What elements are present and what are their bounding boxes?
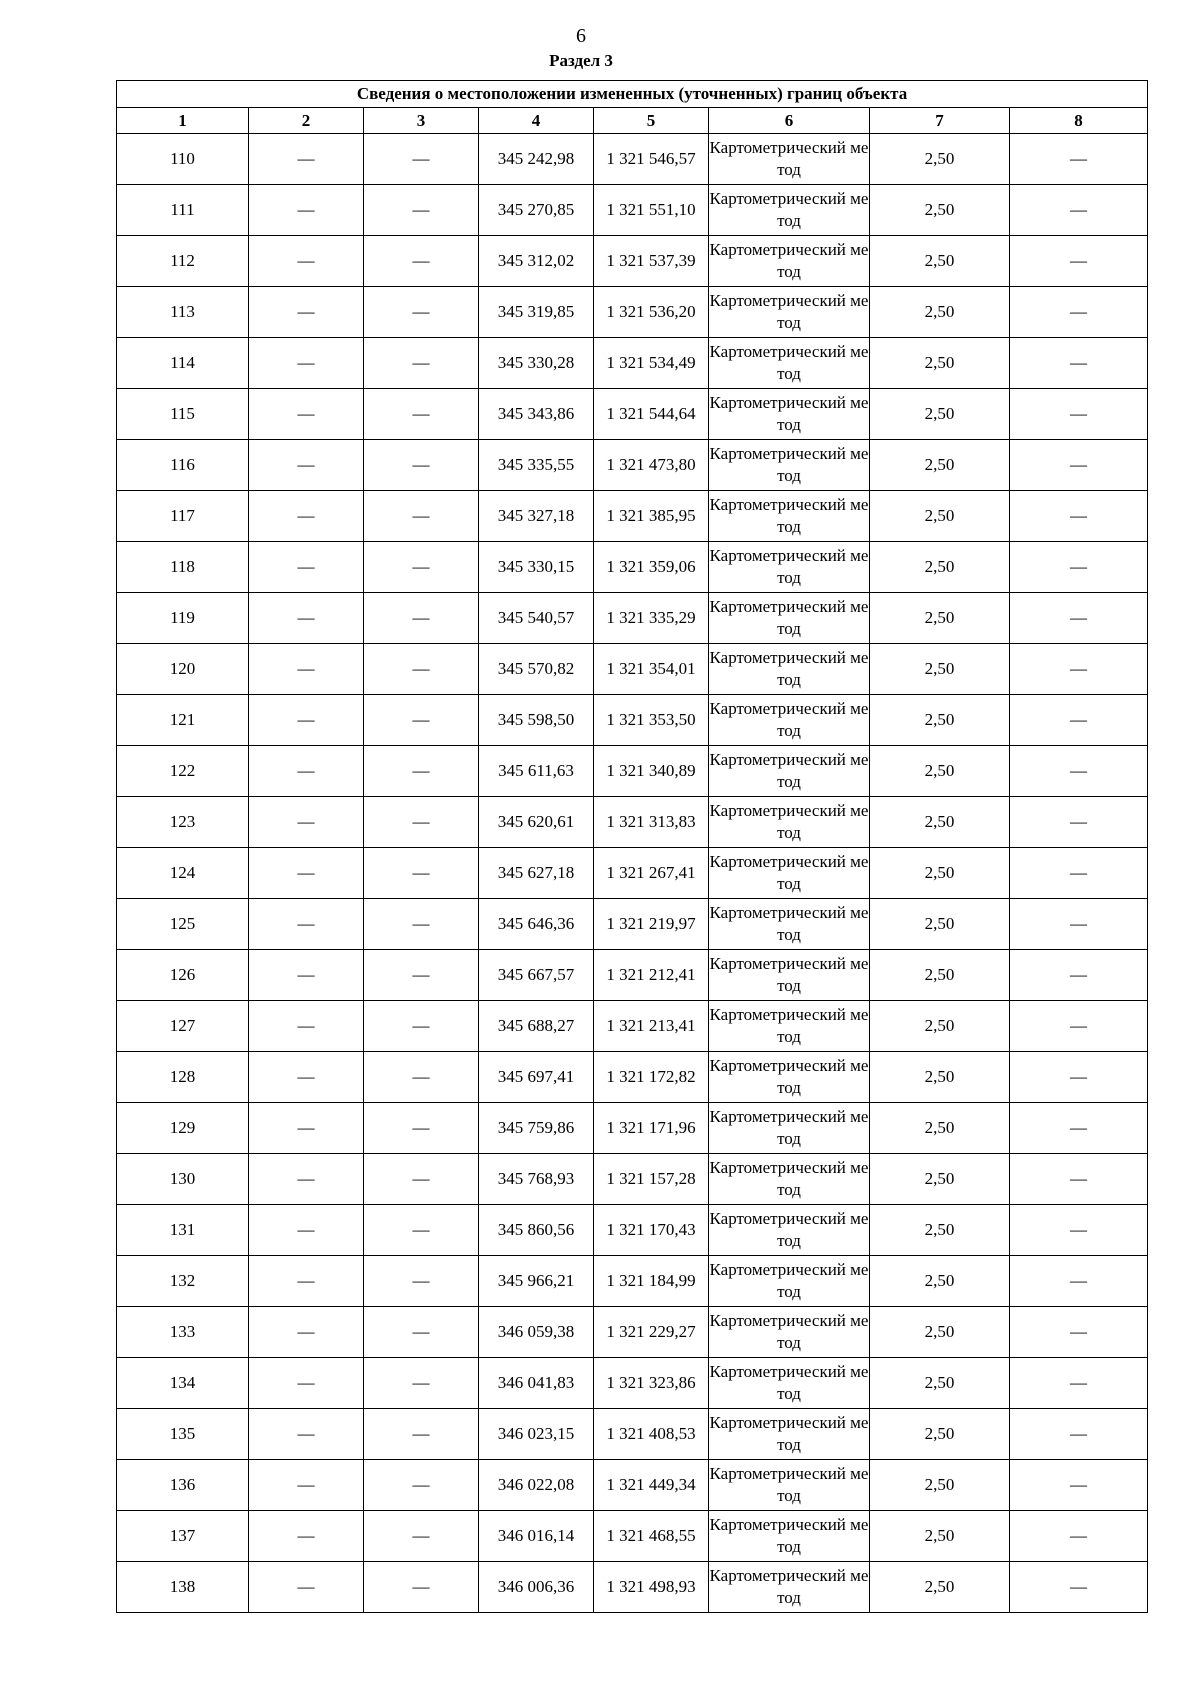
table-cell-col-1: 133 [117,1307,249,1358]
section-title: Раздел 3 [549,51,613,70]
table-body [117,134,1148,1613]
table-cell-col-2: — [249,899,364,950]
table-cell-col-8: — [1010,287,1148,338]
table-cell-col-2: — [249,1154,364,1205]
table-cell-col-6: Картометрический метод [709,1511,870,1562]
table-cell-col-1: 129 [117,1103,249,1154]
table-cell-col-1: 112 [117,236,249,287]
table-row [117,1256,1148,1307]
table-cell-col-2: — [249,1409,364,1460]
table-cell-col-3: — [364,236,479,287]
table-row [117,593,1148,644]
table-cell-col-7: 2,50 [870,1409,1010,1460]
column-number-1: 1 [117,108,249,134]
table-row [117,1103,1148,1154]
table-cell-col-2: — [249,338,364,389]
table-row [117,848,1148,899]
table-cell-col-5: 1 321 172,82 [594,1052,709,1103]
table-row [117,1460,1148,1511]
table-cell-col-6: Картометрический метод [709,746,870,797]
table-cell-col-3: — [364,848,479,899]
table-cell-col-5: 1 321 219,97 [594,899,709,950]
table-cell-col-1: 113 [117,287,249,338]
table-cell-col-1: 121 [117,695,249,746]
table-cell-col-1: 123 [117,797,249,848]
column-number-6: 6 [709,108,870,134]
table-cell-col-4: 345 330,15 [479,542,594,593]
column-number-5: 5 [594,108,709,134]
column-number-3: 3 [364,108,479,134]
table-row [117,236,1148,287]
table-cell-col-1: 138 [117,1562,249,1613]
table-cell-col-1: 118 [117,542,249,593]
table-cell-col-8: — [1010,440,1148,491]
table-cell-col-3: — [364,1154,479,1205]
table-cell-col-1: 128 [117,1052,249,1103]
table-cell-col-5: 1 321 449,34 [594,1460,709,1511]
table-row [117,491,1148,542]
column-number-4: 4 [479,108,594,134]
table-cell-col-6: Картометрический метод [709,848,870,899]
table-cell-col-3: — [364,797,479,848]
table-cell-col-2: — [249,848,364,899]
table-row [117,899,1148,950]
table-row [117,1409,1148,1460]
table-cell-col-3: — [364,185,479,236]
table-cell-col-3: — [364,1409,479,1460]
table-cell-col-6: Картометрический метод [709,899,870,950]
table-cell-col-7: 2,50 [870,1460,1010,1511]
table-cell-col-5: 1 321 229,27 [594,1307,709,1358]
table-cell-col-8: — [1010,134,1148,185]
table-cell-col-6: Картометрический метод [709,695,870,746]
table-row [117,746,1148,797]
table-cell-col-8: — [1010,1256,1148,1307]
table-cell-col-5: 1 321 544,64 [594,389,709,440]
table-cell-col-7: 2,50 [870,542,1010,593]
table-cell-col-7: 2,50 [870,1154,1010,1205]
table-row [117,338,1148,389]
table-cell-col-4: 345 330,28 [479,338,594,389]
table-cell-col-4: 345 667,57 [479,950,594,1001]
table-cell-col-5: 1 321 359,06 [594,542,709,593]
table-cell-col-6: Картометрический метод [709,1409,870,1460]
table-cell-col-4: 345 611,63 [479,746,594,797]
table-cell-col-6: Картометрический метод [709,1052,870,1103]
table-cell-col-3: — [364,746,479,797]
table-cell-col-4: 345 540,57 [479,593,594,644]
table-cell-col-1: 132 [117,1256,249,1307]
table-row [117,1358,1148,1409]
table-row [117,185,1148,236]
table-cell-col-7: 2,50 [870,1256,1010,1307]
table-cell-col-4: 346 023,15 [479,1409,594,1460]
table-cell-col-5: 1 321 473,80 [594,440,709,491]
table-cell-col-7: 2,50 [870,746,1010,797]
table-cell-col-3: — [364,389,479,440]
table-cell-col-7: 2,50 [870,1103,1010,1154]
table-row [117,644,1148,695]
table-cell-col-7: 2,50 [870,899,1010,950]
table-cell-col-2: — [249,1358,364,1409]
table-title: Сведения о местоположении измененных (уточненных) границ объекта [117,81,1148,108]
table-cell-col-2: — [249,593,364,644]
table-cell-col-4: 345 759,86 [479,1103,594,1154]
table-cell-col-6: Картометрический метод [709,134,870,185]
table-cell-col-3: — [364,1103,479,1154]
table-row [117,797,1148,848]
table-cell-col-5: 1 321 546,57 [594,134,709,185]
table-cell-col-5: 1 321 170,43 [594,1205,709,1256]
table-row [117,1307,1148,1358]
column-number-2: 2 [249,108,364,134]
table-cell-col-3: — [364,1358,479,1409]
table-cell-col-1: 135 [117,1409,249,1460]
table-cell-col-4: 345 646,36 [479,899,594,950]
table-cell-col-1: 131 [117,1205,249,1256]
table-cell-col-8: — [1010,491,1148,542]
table-cell-col-7: 2,50 [870,950,1010,1001]
table-cell-col-5: 1 321 323,86 [594,1358,709,1409]
table-cell-col-6: Картометрический метод [709,1103,870,1154]
table-cell-col-3: — [364,440,479,491]
table-cell-col-2: — [249,695,364,746]
table-cell-col-7: 2,50 [870,644,1010,695]
table-cell-col-2: — [249,1256,364,1307]
table-cell-col-3: — [364,1205,479,1256]
table-cell-col-6: Картометрический метод [709,1205,870,1256]
table-cell-col-8: — [1010,236,1148,287]
table-cell-col-5: 1 321 537,39 [594,236,709,287]
table-cell-col-2: — [249,1052,364,1103]
table-cell-col-6: Картометрический метод [709,491,870,542]
table-cell-col-4: 345 620,61 [479,797,594,848]
table-cell-col-2: — [249,440,364,491]
table-cell-col-3: — [364,134,479,185]
table-cell-col-4: 346 006,36 [479,1562,594,1613]
table-cell-col-6: Картометрический метод [709,338,870,389]
table-cell-col-8: — [1010,1103,1148,1154]
table-cell-col-8: — [1010,797,1148,848]
table-cell-col-2: — [249,797,364,848]
table-cell-col-1: 127 [117,1001,249,1052]
table-cell-col-4: 345 768,93 [479,1154,594,1205]
table-cell-col-5: 1 321 408,53 [594,1409,709,1460]
table-cell-col-5: 1 321 385,95 [594,491,709,542]
table-row [117,287,1148,338]
boundary-coordinates-table [116,80,1148,1613]
table-cell-col-2: — [249,236,364,287]
table-cell-col-8: — [1010,1358,1148,1409]
table-cell-col-5: 1 321 551,10 [594,185,709,236]
table-cell-col-8: — [1010,389,1148,440]
table-cell-col-1: 136 [117,1460,249,1511]
table-cell-col-6: Картометрический метод [709,1001,870,1052]
table-cell-col-5: 1 321 171,96 [594,1103,709,1154]
table-cell-col-1: 120 [117,644,249,695]
table-cell-col-4: 345 343,86 [479,389,594,440]
table-cell-col-8: — [1010,1052,1148,1103]
table-cell-col-1: 110 [117,134,249,185]
table-cell-col-8: — [1010,338,1148,389]
table-cell-col-4: 345 860,56 [479,1205,594,1256]
table-cell-col-2: — [249,287,364,338]
table-cell-col-4: 346 059,38 [479,1307,594,1358]
table-cell-col-7: 2,50 [870,593,1010,644]
table-cell-col-6: Картометрический метод [709,389,870,440]
table-cell-col-6: Картометрический метод [709,1358,870,1409]
table-cell-col-2: — [249,1562,364,1613]
table-cell-col-7: 2,50 [870,1052,1010,1103]
table-cell-col-3: — [364,1511,479,1562]
table-cell-col-7: 2,50 [870,1511,1010,1562]
table-cell-col-3: — [364,950,479,1001]
table-row [117,1205,1148,1256]
table-cell-col-8: — [1010,950,1148,1001]
table-cell-col-5: 1 321 354,01 [594,644,709,695]
table-cell-col-3: — [364,542,479,593]
table-cell-col-7: 2,50 [870,236,1010,287]
table-cell-col-1: 115 [117,389,249,440]
table-cell-col-7: 2,50 [870,848,1010,899]
table-cell-col-2: — [249,950,364,1001]
table-cell-col-6: Картометрический метод [709,185,870,236]
table-cell-col-3: — [364,287,479,338]
table-cell-col-1: 117 [117,491,249,542]
table-row [117,134,1148,185]
table-cell-col-8: — [1010,1001,1148,1052]
table-cell-col-8: — [1010,848,1148,899]
table-cell-col-4: 346 016,14 [479,1511,594,1562]
table-cell-col-5: 1 321 468,55 [594,1511,709,1562]
table-cell-col-3: — [364,338,479,389]
table-cell-col-1: 124 [117,848,249,899]
table-cell-col-3: — [364,1562,479,1613]
table-cell-col-5: 1 321 340,89 [594,746,709,797]
table-cell-col-6: Картометрический метод [709,1562,870,1613]
table-cell-col-8: — [1010,1409,1148,1460]
table-cell-col-3: — [364,593,479,644]
table-cell-col-2: — [249,1460,364,1511]
column-number-7: 7 [870,108,1010,134]
table-cell-col-3: — [364,1460,479,1511]
table-cell-col-5: 1 321 213,41 [594,1001,709,1052]
table-cell-col-5: 1 321 184,99 [594,1256,709,1307]
table-cell-col-7: 2,50 [870,695,1010,746]
table-cell-col-8: — [1010,1205,1148,1256]
table-cell-col-6: Картометрический метод [709,287,870,338]
table-cell-col-8: — [1010,1511,1148,1562]
table-cell-col-4: 345 598,50 [479,695,594,746]
table-cell-col-5: 1 321 157,28 [594,1154,709,1205]
table-cell-col-1: 130 [117,1154,249,1205]
table-cell-col-2: — [249,1103,364,1154]
table-cell-col-8: — [1010,185,1148,236]
table-cell-col-7: 2,50 [870,797,1010,848]
table-cell-col-8: — [1010,593,1148,644]
table-row [117,389,1148,440]
table-cell-col-2: — [249,134,364,185]
table-row [117,1001,1148,1052]
table-row [117,1562,1148,1613]
table-cell-col-7: 2,50 [870,287,1010,338]
table-cell-col-3: — [364,695,479,746]
table-cell-col-4: 345 270,85 [479,185,594,236]
column-number-8: 8 [1010,108,1148,134]
table-cell-col-7: 2,50 [870,338,1010,389]
table-cell-col-2: — [249,1307,364,1358]
table-cell-col-8: — [1010,1460,1148,1511]
table-cell-col-3: — [364,644,479,695]
table-cell-col-6: Картометрический метод [709,440,870,491]
table-cell-col-5: 1 321 267,41 [594,848,709,899]
table-cell-col-4: 345 688,27 [479,1001,594,1052]
table-cell-col-7: 2,50 [870,1562,1010,1613]
table-cell-col-4: 346 041,83 [479,1358,594,1409]
table-cell-col-2: — [249,1205,364,1256]
table-cell-col-6: Картометрический метод [709,593,870,644]
table-cell-col-6: Картометрический метод [709,1154,870,1205]
table-row [117,440,1148,491]
table-cell-col-2: — [249,185,364,236]
table-cell-col-7: 2,50 [870,491,1010,542]
page-number: 6 [576,25,586,47]
table-cell-col-4: 345 335,55 [479,440,594,491]
table-cell-col-6: Картометрический метод [709,644,870,695]
table-cell-col-5: 1 321 212,41 [594,950,709,1001]
table-cell-col-4: 345 570,82 [479,644,594,695]
table-cell-col-3: — [364,1256,479,1307]
table-cell-col-4: 346 022,08 [479,1460,594,1511]
table-cell-col-1: 122 [117,746,249,797]
table-cell-col-5: 1 321 534,49 [594,338,709,389]
table-cell-col-7: 2,50 [870,134,1010,185]
table-cell-col-4: 345 312,02 [479,236,594,287]
table-cell-col-6: Картометрический метод [709,236,870,287]
table-row [117,950,1148,1001]
table-cell-col-2: — [249,491,364,542]
table-cell-col-7: 2,50 [870,389,1010,440]
table-cell-col-5: 1 321 536,20 [594,287,709,338]
table-cell-col-8: — [1010,1562,1148,1613]
table-cell-col-3: — [364,1307,479,1358]
table-cell-col-1: 119 [117,593,249,644]
table-cell-col-8: — [1010,644,1148,695]
table-cell-col-4: 345 242,98 [479,134,594,185]
table-cell-col-8: — [1010,542,1148,593]
table-cell-col-4: 345 627,18 [479,848,594,899]
table-cell-col-1: 114 [117,338,249,389]
table-cell-col-7: 2,50 [870,1307,1010,1358]
table-cell-col-6: Картометрический метод [709,1256,870,1307]
table-cell-col-3: — [364,1001,479,1052]
table-row [117,542,1148,593]
table-row [117,1511,1148,1562]
table-cell-col-3: — [364,1052,479,1103]
table-cell-col-4: 345 319,85 [479,287,594,338]
table-cell-col-1: 116 [117,440,249,491]
table-cell-col-5: 1 321 498,93 [594,1562,709,1613]
table-cell-col-6: Картометрический метод [709,1460,870,1511]
table-cell-col-2: — [249,1001,364,1052]
table-cell-col-8: — [1010,746,1148,797]
table-cell-col-5: 1 321 313,83 [594,797,709,848]
table-cell-col-8: — [1010,1307,1148,1358]
table-cell-col-3: — [364,491,479,542]
table-cell-col-1: 137 [117,1511,249,1562]
table-cell-col-4: 345 697,41 [479,1052,594,1103]
table-cell-col-2: — [249,746,364,797]
table-cell-col-6: Картометрический метод [709,1307,870,1358]
table-cell-col-2: — [249,542,364,593]
table-cell-col-1: 125 [117,899,249,950]
table-cell-col-7: 2,50 [870,1001,1010,1052]
table-cell-col-2: — [249,1511,364,1562]
table-row [117,695,1148,746]
table-cell-col-8: — [1010,899,1148,950]
table-cell-col-3: — [364,899,479,950]
table-cell-col-7: 2,50 [870,440,1010,491]
table-cell-col-4: 345 966,21 [479,1256,594,1307]
table-cell-col-7: 2,50 [870,1205,1010,1256]
table-cell-col-2: — [249,644,364,695]
column-number-row [117,108,1148,134]
table-cell-col-1: 111 [117,185,249,236]
table-cell-col-7: 2,50 [870,1358,1010,1409]
table-cell-col-5: 1 321 353,50 [594,695,709,746]
table-cell-col-7: 2,50 [870,185,1010,236]
table-row [117,1154,1148,1205]
table-cell-col-1: 134 [117,1358,249,1409]
table-cell-col-8: — [1010,1154,1148,1205]
table-cell-col-4: 345 327,18 [479,491,594,542]
table-cell-col-2: — [249,389,364,440]
table-cell-col-6: Картометрический метод [709,797,870,848]
table-cell-col-1: 126 [117,950,249,1001]
table-cell-col-6: Картометрический метод [709,542,870,593]
table-cell-col-8: — [1010,695,1148,746]
table-cell-col-6: Картометрический метод [709,950,870,1001]
table-cell-col-5: 1 321 335,29 [594,593,709,644]
table-row [117,1052,1148,1103]
